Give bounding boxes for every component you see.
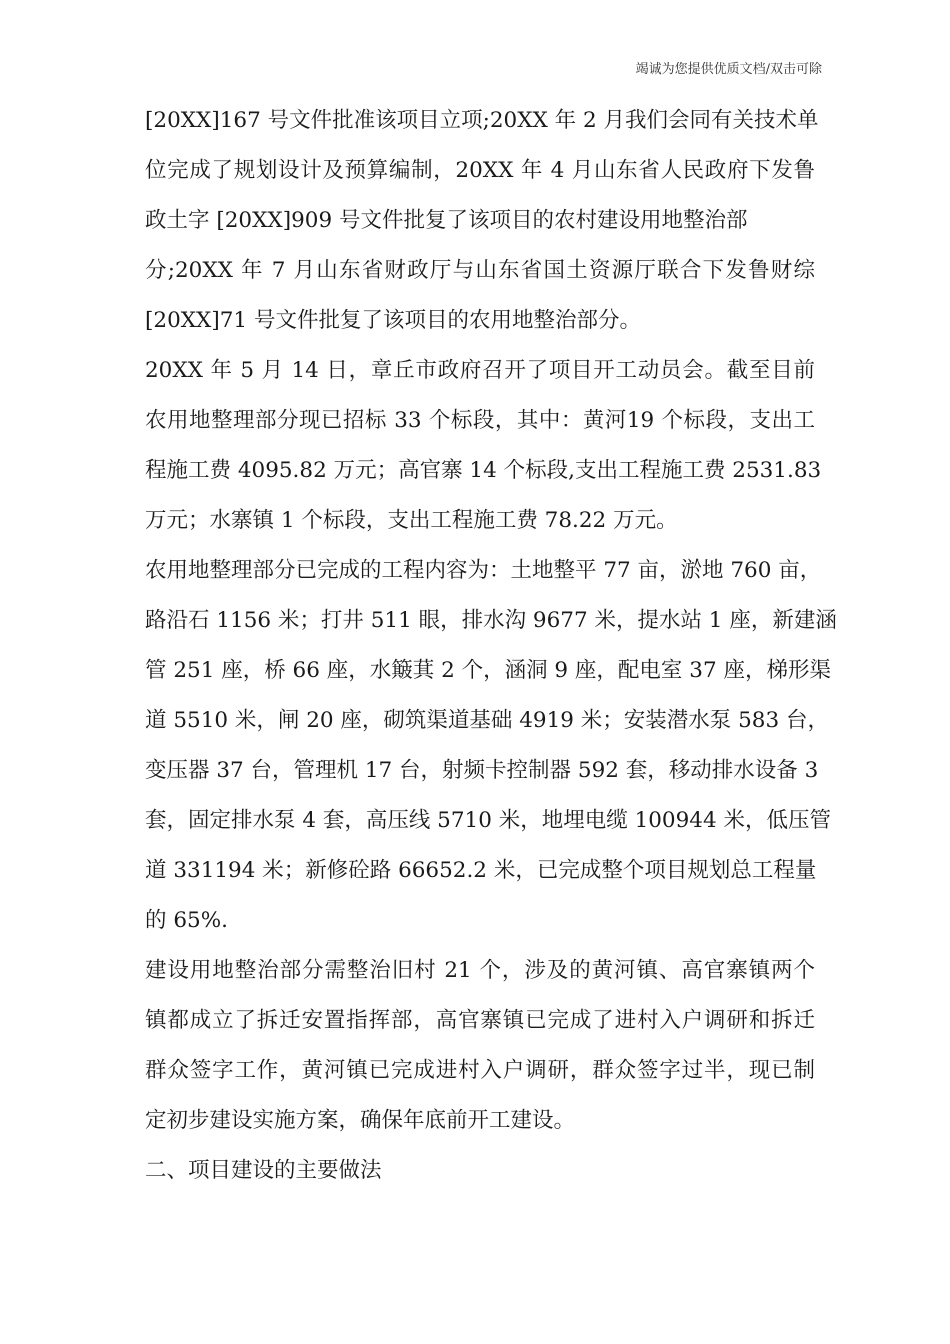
text-line: 分;20XX 年 7 月山东省财政厅与山东省国土资源厅联合下发鲁财综 [145,258,815,283]
document-body [145,96,837,1196]
text-line: 群众签字工作，黄河镇已完成进村入户调研，群众签字过半，现已制 [145,1058,815,1083]
text-line: 万元；水寨镇 1 个标段，支出工程施工费 78.22 万元。 [145,508,678,533]
text-line: [20XX]167 号文件批准该项目立项;20XX 年 2 月我们会同有关技术单 [145,108,819,133]
text-line: 建设用地整治部分需整治旧村 21 个，涉及的黄河镇、高官寨镇两个 [145,958,815,983]
text-line: 道 5510 米，闸 20 座，砌筑渠道基础 4919 米；安装潜水泵 583 台， [145,708,830,733]
header-note: 竭诚为您提供优质文档/双击可除 [635,62,822,77]
text-line: 农用地整理部分已完成的工程内容为：土地整平 77 亩，淤地 760 亩， [145,558,822,583]
text-line: 道 331194 米；新修砼路 66652.2 米，已完成整个项目规划总工程量 [145,858,817,883]
text-line: 变压器 37 台，管理机 17 台，射频卡控制器 592 套，移动排水设备 3 [145,758,819,783]
text-line: 路沿石 1156 米；打井 511 眼，排水沟 9677 米，提水站 1 座，新建涵 [145,608,837,633]
text-line: 套，固定排水泵 4 套，高压线 5710 米，地埋电缆 100944 米，低压管 [145,808,831,833]
text-line: 位完成了规划设计及预算编制，20XX 年 4 月山东省人民政府下发鲁 [145,158,815,183]
text-line: 镇都成立了拆迁安置指挥部，高官寨镇已完成了进村入户调研和拆迁 [145,1008,815,1033]
text-line: 的 65%. [145,908,228,933]
text-line: 管 251 座，桥 66 座，水簸萁 2 个，涵洞 9 座，配电室 37 座，梯形渠 [145,658,831,683]
text-line: 程施工费 4095.82 万元；高官寨 14 个标段,支出工程施工费 2531.83 [145,458,822,483]
text-line: 定初步建设实施方案，确保年底前开工建设。 [145,1108,576,1133]
text-line: 20XX 年 5 月 14 日，章丘市政府召开了项目开工动员会。截至目前 [145,358,815,383]
text-line: 农用地整理部分现已招标 33 个标段，其中：黄河19 个标段，支出工 [145,408,815,433]
section-heading: 二、项目建设的主要做法 [145,1158,382,1183]
text-line: [20XX]71 号文件批复了该项目的农用地整治部分。 [145,308,641,333]
text-line: 政土字 [20XX]909 号文件批复了该项目的农村建设用地整治部 [145,208,748,233]
